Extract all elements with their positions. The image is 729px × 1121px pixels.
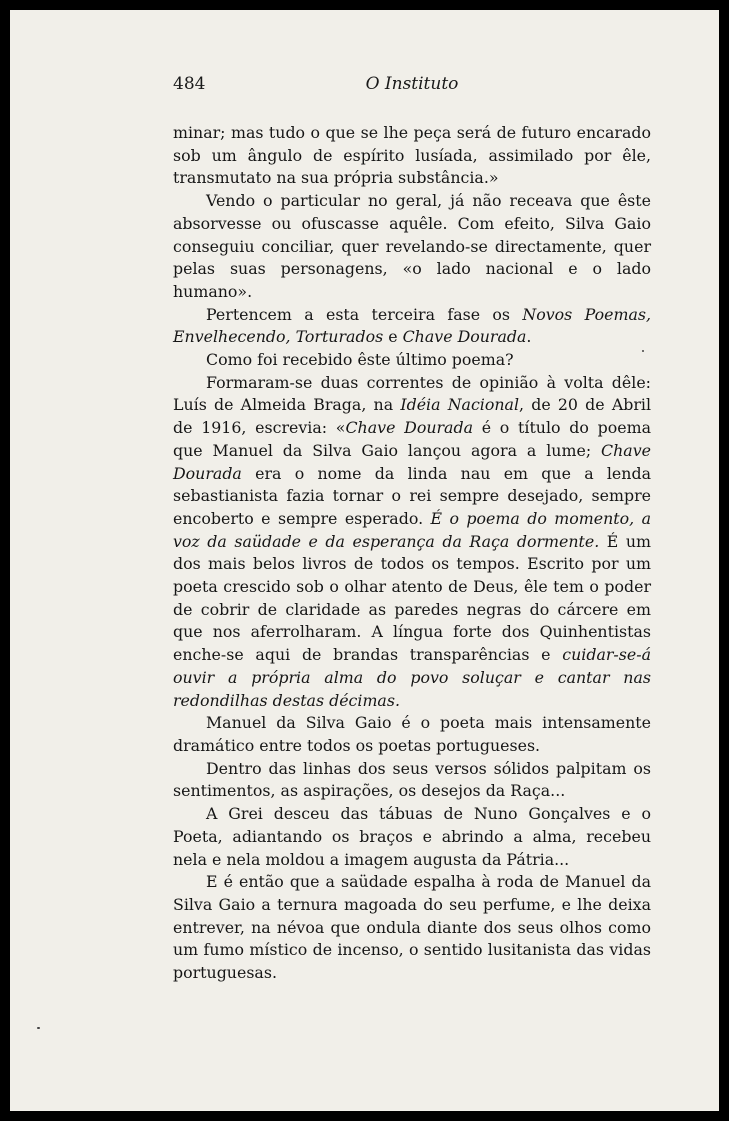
paragraph-9: E é então que a saüdade espalha à roda de Manuel da Silva Gaio a ternura magoada do seu perfume, e lhe deixa entrever, na névoa que ondula diante dos seus olhos como um fumo místico de incenso, o sentido lusitanista das vidas portuguesas. bbox=[173, 872, 651, 983]
paragraph-5-poem-title-2: Chave Dourada bbox=[173, 440, 651, 483]
page-number: 484 bbox=[173, 74, 206, 94]
paragraph-4: Como foi recebido êste último poema? bbox=[206, 350, 514, 370]
paragraph-5-newspaper-title: Idéia Nacional bbox=[400, 395, 520, 415]
paragraph-5-text-2: , de 20 de Abril de 1916, escrevia: « bbox=[173, 395, 652, 438]
print-speck bbox=[642, 350, 644, 352]
paragraph-3-text-3: . bbox=[526, 327, 532, 347]
paragraph-3-title-chave-dourada: Chave Dourada bbox=[402, 327, 527, 347]
paragraph-8: A Grei desceu das tábuas de Nuno Gonçalves e o Poeta, adiantando os braços e abrindo a alma, recebeu nela e nela moldou a imagem augusta da Pátria... bbox=[173, 804, 651, 869]
paragraph-2: Vendo o particular no geral, já não receava que êste absorvesse ou ofuscasse aquêle. Com efeito, Silva Gaio conseguiu conciliar, quer revelando-se directamente, quer pelas suas personagens, «o lado nacional e o lado humano». bbox=[173, 191, 651, 301]
paragraph-5-poem-title-1: Chave Dourada bbox=[345, 418, 473, 438]
paragraph-5 bbox=[173, 372, 651, 713]
print-speck bbox=[37, 1027, 40, 1029]
paragraph-5-text-4: era o nome da linda nau em que a lenda sebastianista fazia tornar o rei sempre desejado, sempre encoberto e sempre esperado. bbox=[173, 463, 651, 528]
paragraph-5-text-1: Formaram-se duas correntes de opinião à volta dêle: Luís de Almeida Braga, na bbox=[173, 372, 651, 415]
paragraph-1: minar; mas tudo o que se lhe peça será de futuro encarado sob um ângulo de espírito lusíada, assimilado por êle, transmutato na sua própria substância.» bbox=[173, 123, 651, 188]
body-text bbox=[173, 122, 651, 985]
paragraph-5-quote-italic-1: É o poema do momento, a voz da saüdade e da esperança da Raça dormente. bbox=[173, 508, 651, 551]
paragraph-6: Manuel da Silva Gaio é o poeta mais intensamente dramático entre todos os poetas portugueses. bbox=[173, 713, 651, 755]
paragraph-3-text-2: e bbox=[383, 327, 403, 347]
paragraph-3-text-1: Pertencem a esta terceira fase os bbox=[206, 304, 523, 324]
book-page bbox=[10, 10, 719, 1111]
running-title: O Instituto bbox=[365, 74, 459, 94]
page-header bbox=[173, 74, 651, 102]
paragraph-5-text-3: é o título do poema que Manuel da Silva Gaio lançou agora a lume; bbox=[173, 418, 651, 460]
paragraph-3-titles-italic: Novos Poemas, Envelhecendo, Torturados bbox=[173, 304, 651, 347]
paragraph-7: Dentro das linhas dos seus versos sólidos palpitam os sentimentos, as aspirações, os desejos da Raça... bbox=[173, 758, 651, 801]
paragraph-5-text-5: É um dos mais belos livros de todos os tempos. Escrito por um poeta crescido sob o olhar atento de Deus, êle tem o poder de cobrir de claridade as paredes negras do cárcere em que nos aferrolharam. A língua forte dos Quinhentistas enche-se aqui de brandas transparências e bbox=[173, 531, 652, 665]
paragraph-3 bbox=[173, 304, 651, 349]
paragraph-5-quote-italic-2: cuidar-se-á ouvir a própria alma do povo soluçar e cantar nas redondilhas destas décimas. bbox=[173, 645, 651, 710]
